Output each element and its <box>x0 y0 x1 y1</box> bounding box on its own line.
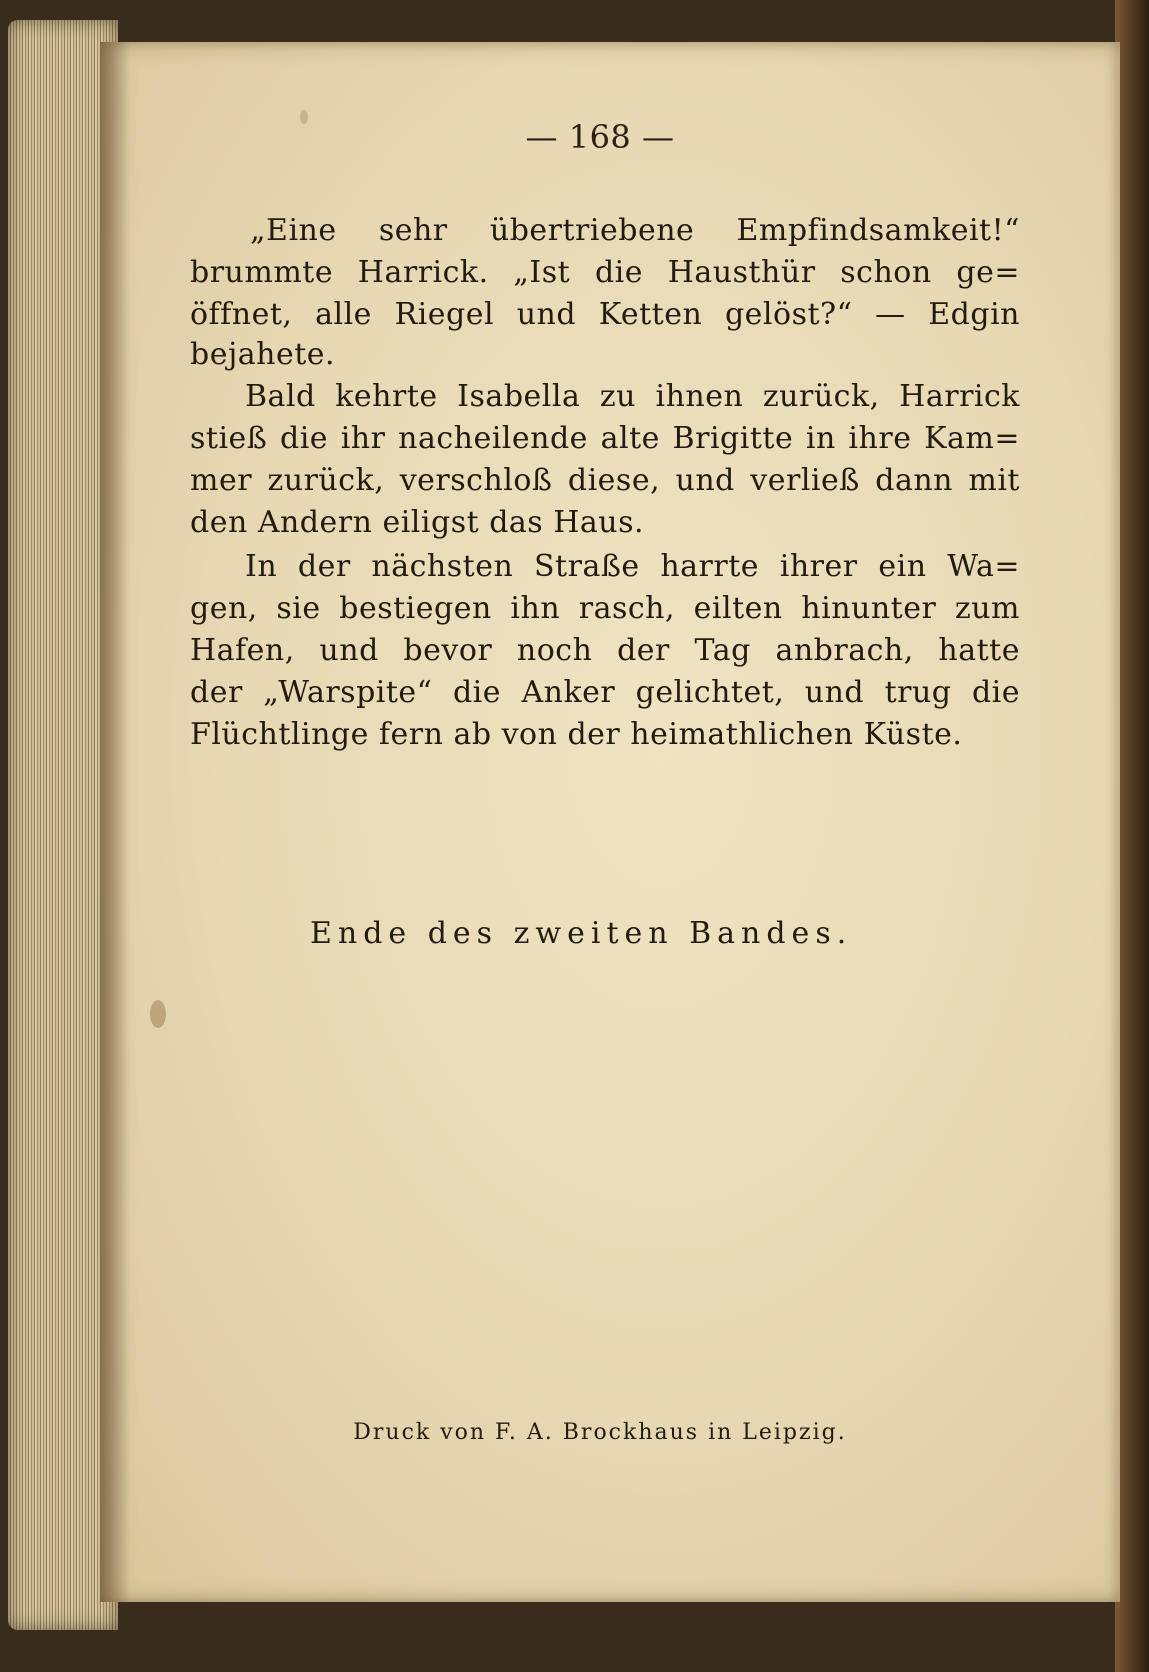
spine-shadow <box>100 42 130 1602</box>
text-line-9: In der nächsten Straße harrte ihrer ein Wa= <box>245 549 1020 584</box>
text-line-10: gen, sie bestiegen ihn rasch, eilten hinunter zum <box>190 591 1020 626</box>
printer-imprint: Druck von F. A. Brockhaus in Leipzig. <box>353 1420 847 1445</box>
cover-edge <box>1115 0 1149 1672</box>
text-line-1: „Eine sehr übertriebene Empfindsamkeit!“ <box>250 213 1020 248</box>
paper-stain <box>300 110 308 124</box>
text-line-8: den Andern eiligst das Haus. <box>190 505 645 540</box>
page-number: — 168 — <box>525 118 675 156</box>
text-line-3: öffnet, alle Riegel und Ketten gelöst?“ — Edgin <box>190 297 1020 332</box>
volume-end-note: Ende des zweiten Bandes. <box>310 916 853 951</box>
text-line-6: stieß die ihr nacheilende alte Brigitte in ihre Kam= <box>190 421 1020 456</box>
text-line-4: bejahete. <box>190 337 336 372</box>
ink-stain <box>150 1000 166 1028</box>
text-line-11: Hafen, und bevor noch der Tag anbrach, hatte <box>190 633 1020 668</box>
text-line-2: brummte Harrick. „Ist die Hausthür schon ge= <box>190 255 1020 290</box>
text-line-5: Bald kehrte Isabella zu ihnen zurück, Harrick <box>245 379 1020 414</box>
text-line-7: mer zurück, verschloß diese, und verließ dann mit <box>190 463 1020 498</box>
text-line-13: Flüchtlinge fern ab von der heimathlichen Küste. <box>190 717 963 752</box>
text-line-12: der „Warspite“ die Anker gelichtet, und trug die <box>190 675 1020 710</box>
